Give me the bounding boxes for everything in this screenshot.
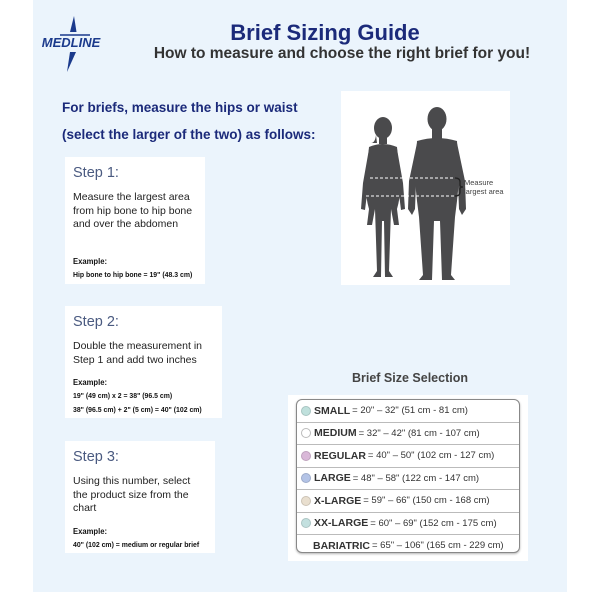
page-title: Brief Sizing Guide (230, 20, 420, 45)
size-color-swatch-icon (301, 451, 311, 461)
size-name: X-LARGE (314, 494, 362, 507)
measure-annotation-line-2: largest area (464, 187, 504, 196)
size-range: = 60" – 69" (152 cm - 175 cm) (370, 517, 497, 529)
step-1-example-label: Example: (73, 255, 108, 266)
size-row-x-large (297, 490, 519, 513)
size-color-swatch-icon (301, 518, 311, 528)
step-3-text-line: the product size from the (73, 488, 189, 501)
size-selection-card (288, 395, 528, 561)
size-range: = 59" – 66" (150 cm - 168 cm) (363, 495, 490, 507)
step-2-example-label: Example: (73, 377, 108, 387)
step-2-text-line: Step 1 and add two inches (73, 353, 197, 366)
size-range: = 32" – 42" (81 cm - 107 cm) (358, 427, 480, 439)
size-name: REGULAR (314, 449, 366, 462)
size-name: MEDIUM (314, 427, 357, 440)
svg-text:MEDLINE: MEDLINE (41, 35, 101, 50)
body-silhouette-figure (341, 91, 510, 285)
size-row-xx-large (297, 513, 519, 536)
step-3-text (73, 475, 207, 516)
step-3-title: Step 3: (73, 449, 119, 465)
step-2-example-line: 19" (49 cm) x 2 = 38" (96.5 cm) (73, 391, 173, 400)
size-row-regular (297, 445, 519, 468)
size-range: = 65" – 106" (165 cm - 229 cm) (371, 540, 504, 552)
step-3-text-line: chart (73, 502, 97, 514)
size-row-medium (297, 423, 519, 446)
size-name: LARGE (314, 472, 351, 485)
size-color-swatch-icon (301, 473, 311, 483)
step-3-example-line: 40" (102 cm) = medium or regular brief (73, 539, 200, 549)
step-3-card (65, 441, 215, 553)
measure-annotation-line-1: Measure (464, 178, 494, 187)
step-1-example-line: Hip bone to hip bone = 19" (48.3 cm) (73, 269, 193, 279)
step-2-card (65, 306, 222, 418)
size-row-small (297, 400, 519, 423)
step-1-text-line: Measure the largest area (73, 191, 190, 203)
page-subtitle: How to measure and choose the right brief for you! (153, 45, 531, 62)
step-3-example-label: Example: (73, 525, 108, 536)
step-2-text (73, 340, 214, 367)
size-color-swatch-icon (301, 496, 311, 506)
step-3-text-line: Using this number, select (73, 475, 191, 487)
intro-text (62, 94, 316, 148)
size-range: = 40" – 50" (102 cm - 127 cm) (367, 450, 495, 462)
size-row-bariatric (297, 535, 519, 557)
body-silhouettes-icon (341, 91, 510, 285)
size-name: SMALL (314, 404, 351, 417)
step-2-example-line: 38" (96.5 cm) + 2" (5 cm) = 40" (102 cm) (73, 405, 202, 414)
step-1-text (73, 191, 197, 232)
size-range: = 48" – 58" (122 cm - 147 cm) (352, 472, 480, 484)
size-selection-title: Brief Size Selection (351, 371, 468, 385)
step-2-text-line: Double the measurement in (73, 340, 202, 352)
size-name: BARIATRIC (313, 539, 370, 552)
size-selection-table (296, 399, 520, 553)
size-name: XX-LARGE (314, 517, 369, 530)
size-color-swatch-icon (301, 428, 311, 438)
step-2-title: Step 2: (73, 314, 119, 330)
size-range: = 20" – 32" (51 cm - 81 cm) (352, 405, 468, 417)
step-1-text-line: from hip bone to hip bone (73, 204, 193, 217)
step-1-card (65, 157, 205, 284)
size-color-swatch-icon (301, 406, 311, 416)
size-row-large (297, 468, 519, 491)
step-1-title: Step 1: (73, 165, 119, 181)
step-1-text-line: and over the abdomen (73, 218, 179, 230)
intro-line-1: For briefs, measure the hips or waist (62, 100, 298, 115)
intro-line-2: (select the larger of the two) as follows: (62, 127, 316, 142)
